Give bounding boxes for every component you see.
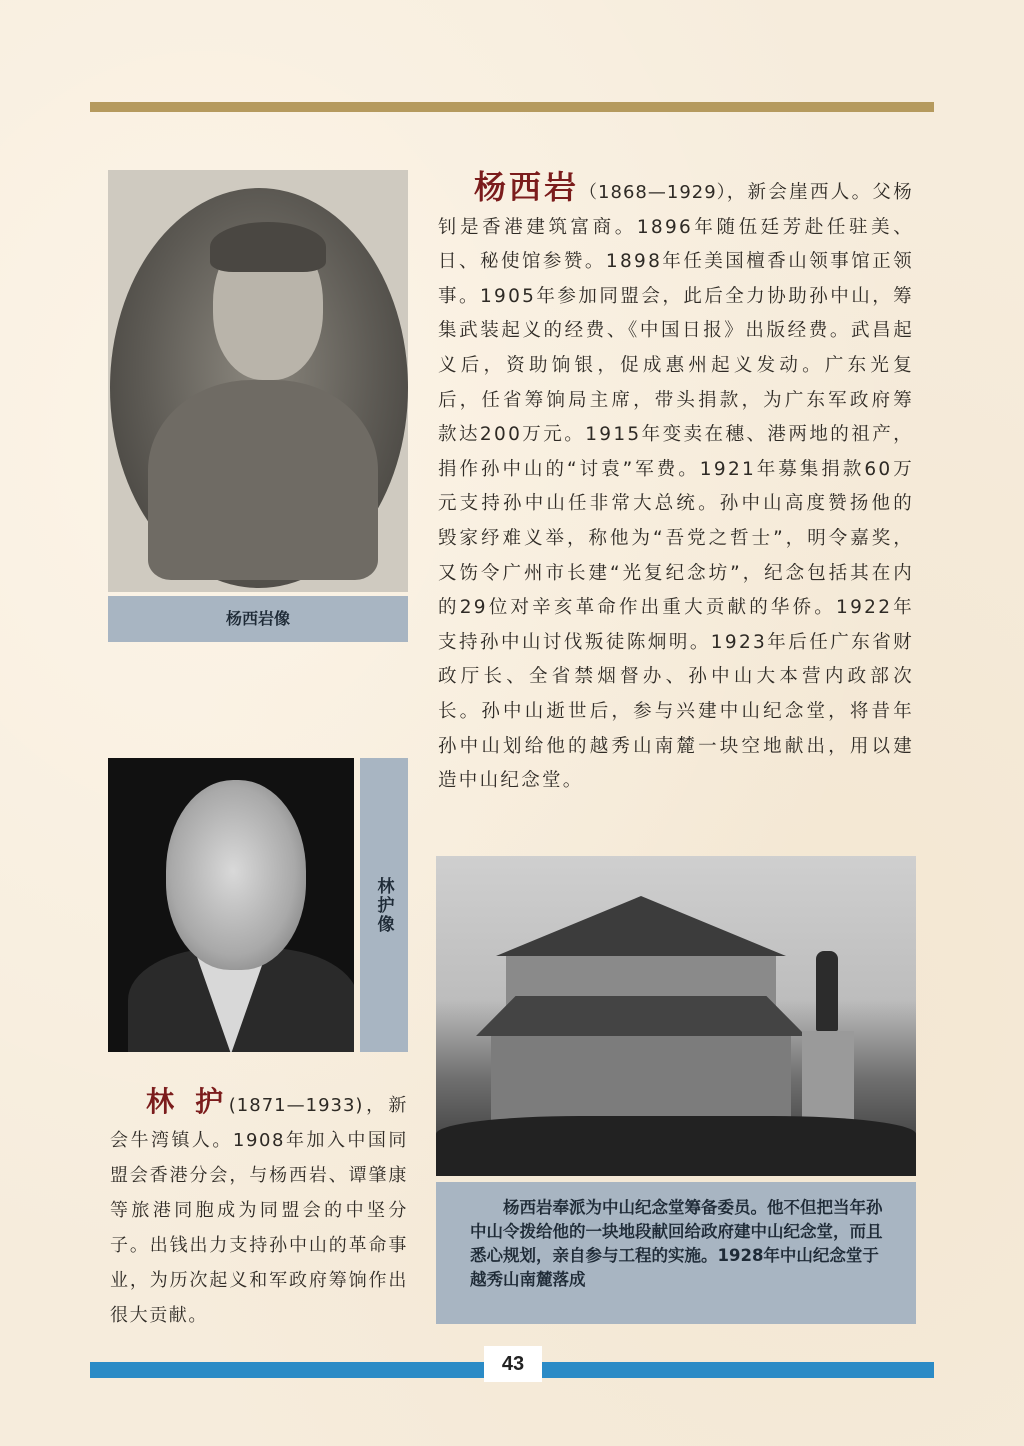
- yang-xiyan-name: 杨西岩: [474, 168, 580, 206]
- yang-xiyan-bio-text: ，新会崖西人。父杨钊是香港建筑富商。1896年随伍廷芳赴任驻美、日、秘使馆参赞。1898年任美国檀香山领事馆正领事。1905年参加同盟会，此后全力协助孙中山，筹集武装起义的经费、《中国日报》出版经费。武昌起义后，资助饷银，促成惠州起义发动。广东光复后，任省筹饷局主席，带头捐款，为广东军政府筹款达200万元。1915年变卖在穗、港两地的祖产，捐作孙中山的“讨袁”军费。1921年募集捐款60万元支持孙中山任非常大总统。孙中山高度赞扬他的毁家纾难义举，称他为“吾党之哲士”，明令嘉奖，又饬令广州市长建“光复纪念坊”，纪念包括其在内的29位对辛亥革命作出重大贡献的华侨。1922年支持孙中山讨伐叛徒陈炯明。1923年后任广东省财政厅长、全省禁烟督办、孙中山大本营内政部次长。孙中山逝世后，参与兴建中山纪念堂，将昔年孙中山划给他的越秀山南麓一块空地献出，用以建造中山纪念堂。: [438, 182, 914, 792]
- lin-hu-bio-text: ，新会牛湾镇人。1908年加入中国同盟会香港分会，与杨西岩、谭肇康等旅港同胞成为同盟会的中坚分子。出钱出力支持孙中山的革命事业，为历次起义和军政府筹饷作出很大贡献。: [110, 1095, 409, 1326]
- yang-xiyan-biography: [438, 170, 914, 799]
- lin-hu-name: 林 护: [146, 1085, 229, 1118]
- yang-xiyan-portrait: [108, 170, 408, 592]
- memorial-hall-photo-caption: 杨西岩奉派为中山纪念堂筹备委员。他不但把当年孙中山令拨给他的一块地段献回给政府建中山纪念堂，而且悉心规划，亲自参与工程的实施。1928年中山纪念堂于越秀山南麓落成: [436, 1182, 916, 1324]
- top-decorative-rule: [90, 102, 934, 112]
- lin-hu-portrait: [108, 758, 354, 1052]
- lin-hu-portrait-caption-text: 林护像: [373, 876, 394, 934]
- sun-yat-sen-memorial-hall-photo: [436, 856, 916, 1176]
- yang-xiyan-dates: （1868—1929）: [579, 182, 727, 203]
- page-number: 43: [484, 1346, 542, 1382]
- lin-hu-dates: (1871—1933): [228, 1095, 364, 1116]
- lin-hu-portrait-caption: [360, 758, 408, 1052]
- lin-hu-biography: [110, 1084, 408, 1333]
- yang-xiyan-portrait-caption: 杨西岩像: [108, 596, 408, 642]
